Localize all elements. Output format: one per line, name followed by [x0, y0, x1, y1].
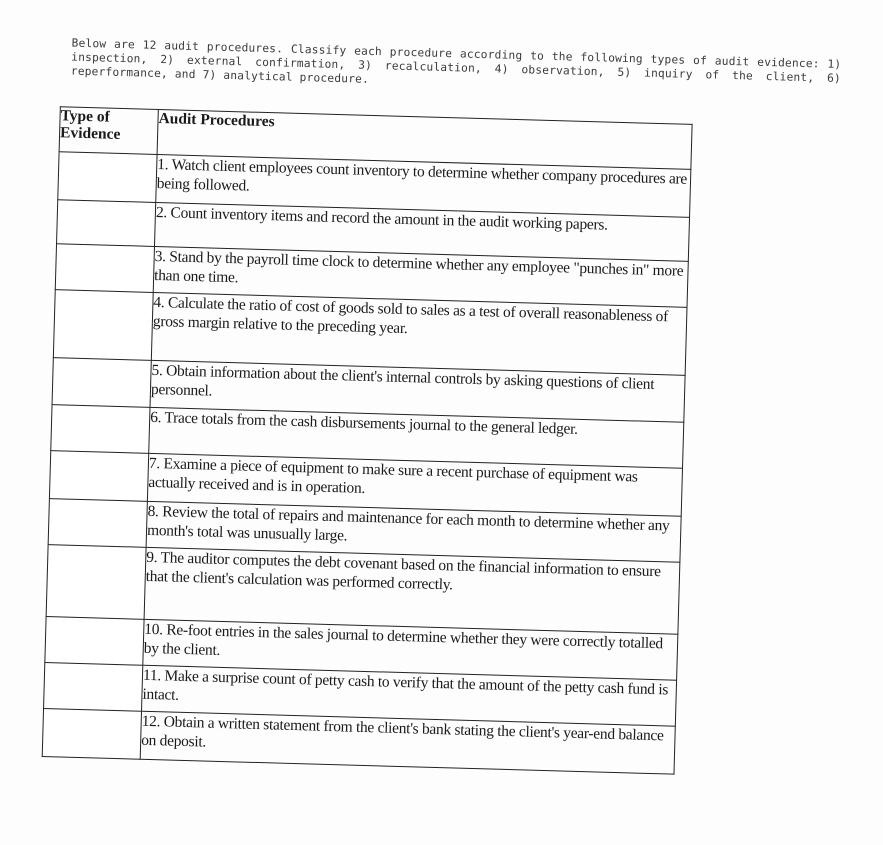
- type-of-evidence-cell[interactable]: [49, 451, 148, 502]
- audit-procedure-cell: 4. Calculate the ratio of cost of goods sold to sales as a test of overall reasonableness of gross margin relative to the preceding year.: [151, 292, 687, 375]
- audit-evidence-table: [42, 106, 693, 774]
- type-of-evidence-cell[interactable]: [42, 709, 141, 760]
- header-type-of-evidence: Type of Evidence: [59, 107, 158, 155]
- type-of-evidence-cell[interactable]: [58, 152, 157, 203]
- audit-procedure-cell: 2. Count inventory items and record the amount in the audit working papers.: [154, 202, 689, 261]
- instructions-text: Below are 12 audit procedures. Classify each procedure according to the following types of audit evidence: 1) inspection, 2) external confirmation, 3) recalculation, 4) observation, 5) inquiry of the client, 6) reperformance, and 7) analytical procedure.: [70, 36, 842, 86]
- audit-procedure-cell: 3. Stand by the payroll time clock to determine whether any employee "punches in" more than one time.: [153, 246, 688, 307]
- audit-procedure-cell: 10. Re-foot entries in the sales journal to determine whether they were correctly totalled by the client.: [143, 619, 678, 680]
- type-of-evidence-cell[interactable]: [46, 545, 146, 620]
- audit-procedure-cell: 1. Watch client employees count inventory to determine whether company procedures are being followed.: [156, 154, 691, 217]
- type-of-evidence-cell[interactable]: [53, 290, 153, 361]
- type-of-evidence-cell[interactable]: [48, 499, 147, 548]
- audit-procedure-cell: 11. Make a surprise count of petty cash to verify that the amount of the petty cash fund is intact.: [142, 665, 677, 726]
- audit-procedure-cell: 5. Obtain information about the client's internal controls by asking questions of client personnel.: [150, 360, 685, 422]
- type-of-evidence-cell[interactable]: [51, 405, 150, 454]
- type-of-evidence-cell[interactable]: [55, 244, 154, 293]
- type-of-evidence-cell[interactable]: [44, 663, 143, 712]
- type-of-evidence-cell[interactable]: [45, 617, 144, 666]
- audit-procedure-cell: 7. Examine a piece of equipment to make sure a recent purchase of equipment was actually received and is in operation.: [147, 453, 682, 516]
- scanned-document: [30, 30, 851, 832]
- audit-procedure-cell: 6. Trace totals from the cash disbursements journal to the general ledger.: [149, 407, 684, 468]
- type-of-evidence-cell[interactable]: [57, 200, 156, 247]
- audit-procedure-cell: 8. Review the total of repairs and maintenance for each month to determine whether any month's total was unusually large.: [146, 501, 681, 562]
- type-of-evidence-cell[interactable]: [52, 358, 151, 408]
- header-audit-procedures: Audit Procedures: [157, 109, 692, 169]
- audit-procedure-cell: 12. Obtain a written statement from the client's bank stating the client's year-end balance on deposit.: [140, 711, 675, 774]
- audit-procedure-cell: 9. The auditor computes the debt covenant based on the financial information to ensure that the client's calculation was performed correctly.: [144, 547, 680, 634]
